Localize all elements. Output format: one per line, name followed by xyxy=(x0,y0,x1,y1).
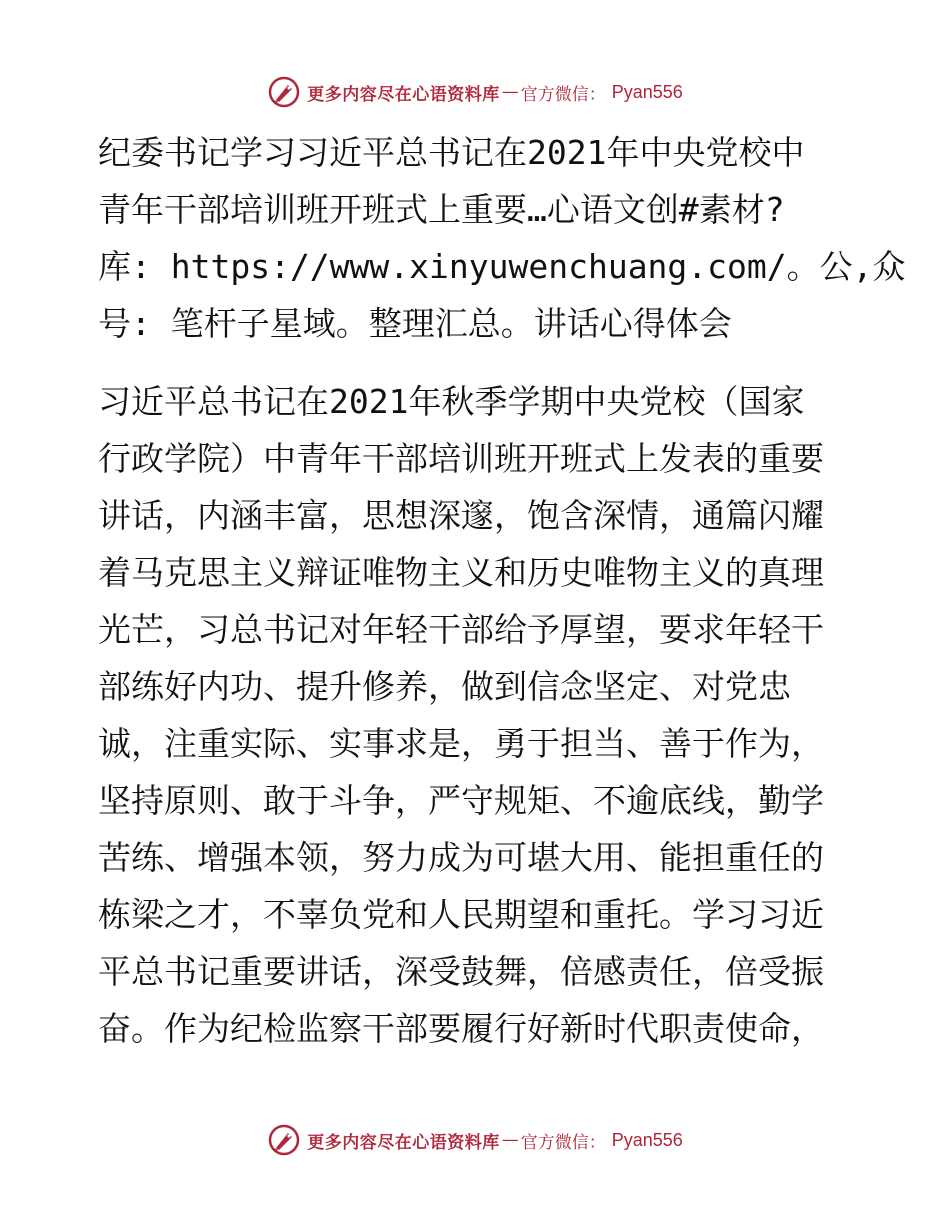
watermark-separator: — xyxy=(501,1130,519,1150)
title-line: 库: https://www.xinyuwenchuang.com/。公,众 xyxy=(98,247,906,286)
watermark-brand-text: 更多内容尽在心语资料库 xyxy=(307,84,500,105)
header-watermark xyxy=(0,72,950,112)
body-line: 奋。作为纪检监察干部要履行好新时代职责使命， xyxy=(98,1009,824,1048)
body-line: 习近平总书记在2021年秋季学期中央党校（国家 xyxy=(98,382,805,421)
body-line: 部练好内功、提升修养，做到信念坚定、对党忠 xyxy=(98,667,791,706)
pen-nib-logo-icon xyxy=(267,75,301,109)
body-line: 诚，注重实际、实事求是，勇于担当、善于作为， xyxy=(98,724,824,763)
footer-watermark xyxy=(0,1120,950,1160)
body-line: 坚持原则、敢于斗争，严守规矩、不逾底线，勤学 xyxy=(98,781,824,820)
title-line: 纪委书记学习习近平总书记在2021年中央党校中 xyxy=(98,133,805,172)
document-title xyxy=(98,124,906,352)
body-line: 平总书记重要讲话，深受鼓舞，倍感责任，倍受振 xyxy=(98,952,824,991)
watermark-wechat-id: Pyan556 xyxy=(611,81,683,102)
body-line: 行政学院）中青年干部培训班开班式上发表的重要 xyxy=(98,439,824,478)
watermark-brand-text: 更多内容尽在心语资料库 xyxy=(307,1132,500,1153)
document-body xyxy=(98,373,858,1057)
body-line: 栋梁之才，不辜负党和人民期望和重托。学习习近 xyxy=(98,895,824,934)
pen-nib-logo-icon xyxy=(267,1123,301,1157)
body-line: 着马克思主义辩证唯物主义和历史唯物主义的真理 xyxy=(98,553,824,592)
watermark-wechat-label: 官方微信： xyxy=(520,84,606,105)
title-line: 青年干部培训班开班式上重要…心语文创#素材? xyxy=(98,190,785,229)
watermark-separator: — xyxy=(501,82,519,102)
watermark-wechat-id: Pyan556 xyxy=(611,1129,683,1150)
body-line: 讲话，内涵丰富，思想深邃，饱含深情，通篇闪耀 xyxy=(98,496,824,535)
title-line: 号: 笔杆子星域。整理汇总。讲话心得体会 xyxy=(98,304,732,343)
watermark-wechat-label: 官方微信： xyxy=(520,1132,606,1153)
body-line: 苦练、增强本领，努力成为可堪大用、能担重任的 xyxy=(98,838,824,877)
body-line: 光芒，习总书记对年轻干部给予厚望，要求年轻干 xyxy=(98,610,824,649)
